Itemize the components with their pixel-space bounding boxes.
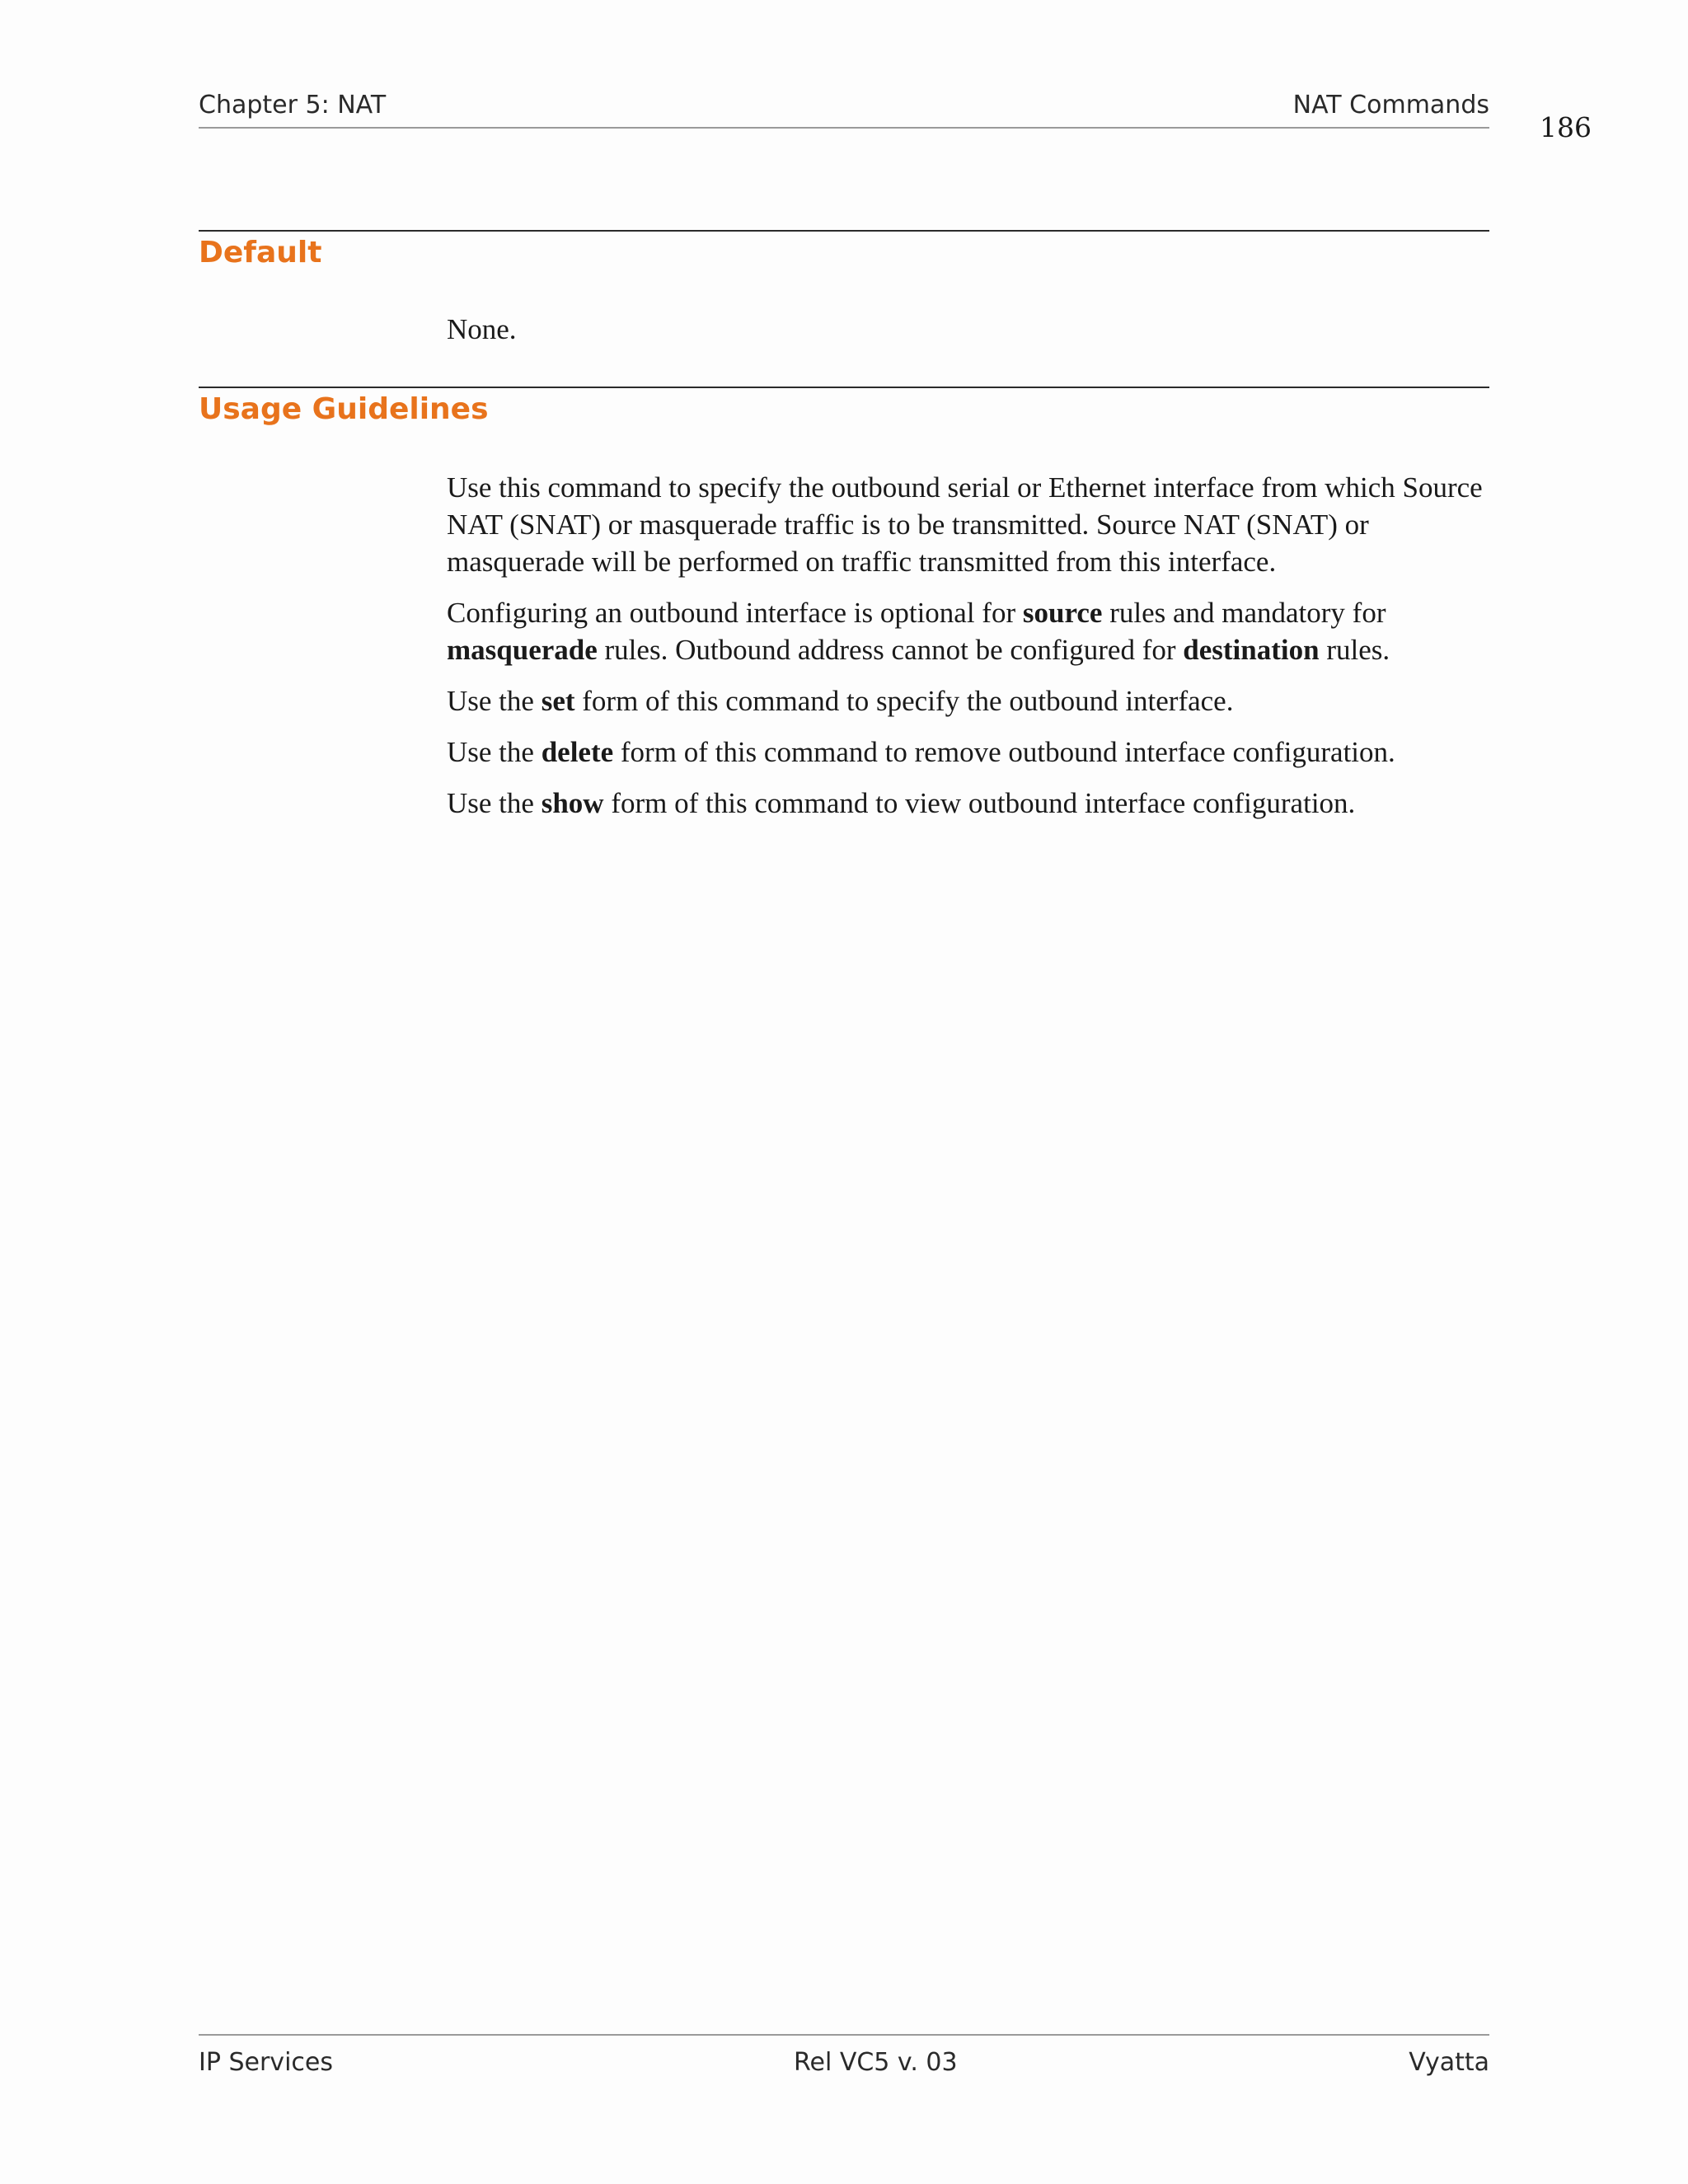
footer-divider (199, 2034, 1489, 2036)
usage-paragraph-4 (447, 733, 1510, 771)
default-section-divider (199, 230, 1489, 232)
usage-body (447, 469, 1510, 836)
keyword-delete: delete (541, 736, 614, 768)
keyword-set: set (541, 685, 575, 717)
keyword-masquerade: masquerade (447, 634, 598, 666)
default-body (447, 311, 1510, 362)
text-run: form of this command to specify the outbound interface. (574, 685, 1234, 717)
default-heading: Default (199, 236, 322, 269)
text-run: rules. Outbound address cannot be configured for (597, 634, 1184, 666)
header-section: NAT Commands (1292, 91, 1489, 120)
text-run: Use the (447, 787, 542, 819)
text-run: Configuring an outbound interface is optional for (447, 597, 1023, 629)
footer-company: Vyatta (1409, 2048, 1489, 2077)
text-run: form of this command to view outbound interface configuration. (603, 787, 1356, 819)
text-run: Use the (447, 685, 542, 717)
header-divider (199, 127, 1489, 129)
text-run: Use the (447, 736, 542, 768)
usage-paragraph-3 (447, 682, 1510, 719)
default-text: None. (447, 313, 517, 345)
usage-section-divider (199, 387, 1489, 388)
footer-release: Rel VC5 v. 03 (794, 2048, 958, 2077)
keyword-source: source (1022, 597, 1103, 629)
keyword-show: show (541, 787, 604, 819)
usage-paragraph-1: Use this command to specify the outbound serial or Ethernet interface from which Source NAT (SNAT) or masquerade traffic is to be transmitted. Source NAT (SNAT) or masquerade will be performed on traffic transmitted from this interface. (447, 471, 1483, 578)
footer-book-title: IP Services (199, 2048, 333, 2077)
text-run: form of this command to remove outbound interface configuration. (613, 736, 1395, 768)
usage-paragraph-2 (447, 594, 1510, 668)
header-chapter: Chapter 5: NAT (199, 91, 387, 120)
usage-paragraph-5 (447, 785, 1510, 822)
usage-heading: Usage Guidelines (199, 392, 489, 426)
text-run: rules and mandatory for (1102, 597, 1386, 629)
text-run: rules. (1319, 634, 1390, 666)
keyword-destination: destination (1183, 634, 1320, 666)
page-number: 186 (1540, 111, 1592, 143)
